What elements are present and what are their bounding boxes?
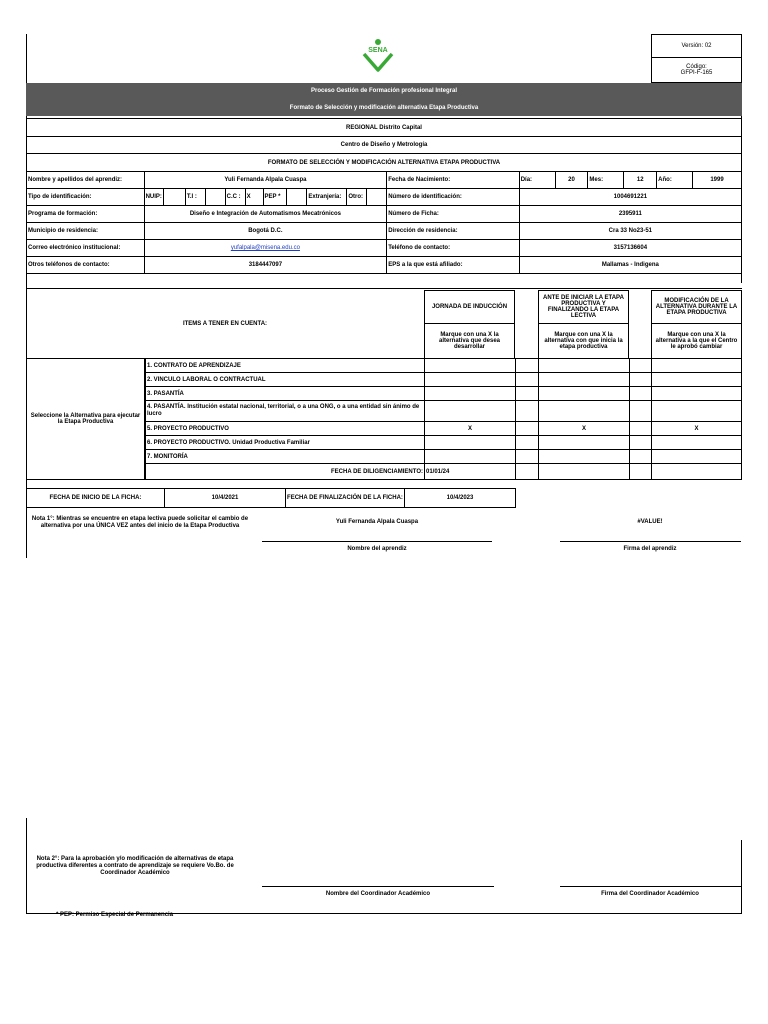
select-alternative-text: Seleccione la Alternativa para ejecutar la Etapa Productiva	[30, 413, 141, 425]
alt-row-1	[145, 358, 742, 373]
alt-row-6-col2[interactable]	[538, 435, 630, 450]
phone-value: 3157136604	[519, 240, 741, 257]
alt-row-6-col1[interactable]	[424, 435, 516, 450]
banner-line1-text: Proceso Gestión de Formación profesional Integral	[310, 88, 458, 94]
regional-text: REGIONAL Distrito Capital	[346, 124, 422, 131]
alt-row-6-gap1	[515, 435, 539, 450]
pep-note: * PEP: Permiso Especial de Permanencia	[56, 912, 174, 918]
year-label: Año:	[657, 172, 693, 189]
nuip-label: NUIP:	[144, 189, 163, 206]
info-table	[26, 171, 742, 274]
apprentice-name-line	[262, 541, 492, 542]
coordinator-name-label: Nombre del Coordinador Académico	[325, 891, 431, 897]
note2: Nota 2°: Para la aprobación y/o modificación de alternativas de etapa productiva diferentes a contrato de aprendizaje se requiere Vo.Bo. de Coordinador Académico	[36, 856, 234, 876]
day-value: 20	[555, 172, 588, 189]
address-value: Cra 33 No23-51	[519, 223, 741, 240]
items-label	[26, 290, 424, 358]
col3-sub	[651, 323, 742, 359]
col2-sub-text: Marque con una X la alternativa con que inicia la etapa productiva	[544, 332, 623, 350]
pep-label: PEP *	[263, 189, 287, 206]
alt-row-2-gap2	[629, 372, 652, 387]
end-date-value: 10/4/2023	[404, 488, 516, 508]
centro-row	[26, 137, 742, 154]
alt-row-5-col1[interactable]: X	[424, 421, 516, 436]
alt-row-6-label: 6. PROYECTO PRODUCTIVO. Unidad Productiva Familiar	[145, 435, 425, 450]
svg-text:SENA: SENA	[368, 47, 388, 54]
col2-sub	[538, 323, 629, 359]
alt-row-4-gap1	[515, 400, 539, 422]
diligence-col3	[651, 463, 742, 480]
month-label: Mes:	[588, 172, 624, 189]
alt-row-7-label: 7. MONITORÍA	[145, 449, 425, 464]
other-phones-value: 3184447097	[144, 257, 387, 274]
code-label: Código:	[686, 64, 707, 70]
day-label: Día:	[519, 172, 555, 189]
alt-row-1-gap2	[629, 358, 652, 373]
email-cell	[144, 240, 387, 257]
alt-row-3-col1[interactable]	[424, 386, 516, 401]
col1-sub	[424, 323, 515, 359]
alt-row-3-label: 3. PASANTÍA	[145, 386, 425, 401]
alt-row-2-col1[interactable]	[424, 372, 516, 387]
start-date-label: FECHA DE INICIO DE LA FICHA:	[26, 488, 165, 508]
program-label: Programa de formación:	[27, 206, 145, 223]
alt-row-3-gap1	[515, 386, 539, 401]
banner-line2-text: Formato de Selección y modificación alternativa Etapa Productiva	[289, 104, 479, 111]
apprentice-signature: #VALUE!	[637, 519, 663, 525]
alt-row-5-gap2	[629, 421, 652, 436]
ficha-label: Número de Ficha:	[387, 206, 519, 223]
diligence-col2	[538, 463, 630, 480]
diligence-gap2	[629, 463, 652, 480]
name-label: Nombre y apellidos del aprendiz:	[27, 172, 145, 189]
col2-title	[538, 290, 629, 324]
alt-row-6	[145, 435, 742, 450]
eps-label: EPS a la que está afiliado:	[387, 257, 519, 274]
col3-title-text: MODIFICACIÓN DE LA ALTERNATIVA DURANTE LA ETAPA PRODUCTIVA	[655, 298, 738, 316]
centro-text: Centro de Diseño y Metrología	[340, 142, 428, 148]
alt-row-6-col3[interactable]	[651, 435, 742, 450]
form-title-text: FORMATO DE SELECCIÓN Y MODIFICACIÓN ALTERNATIVA ETAPA PRODUCTIVA	[267, 159, 501, 166]
alt-row-5-col3[interactable]: X	[651, 421, 742, 436]
sena-logo-icon	[360, 38, 396, 72]
alt-row-5	[145, 421, 742, 436]
alt-row-4-gap2	[629, 400, 652, 422]
alt-row-5-gap1	[515, 421, 539, 436]
nuip-value	[163, 189, 185, 206]
note1: Nota 1°: Mientras se encuentre en etapa lectiva puede solicitar el cambio de alternativa por una ÚNICA VEZ antes del inicio de la Etapa Productiva	[31, 516, 249, 529]
municipio-label: Municipio de residencia:	[27, 223, 145, 240]
col1-title-text: JORNADA DE INDUCCIÓN	[431, 304, 508, 310]
alt-row-2	[145, 372, 742, 387]
banner-line2	[26, 99, 742, 116]
alt-row-7-col2[interactable]	[538, 449, 630, 464]
diligence-row	[145, 463, 742, 480]
diligence-label: FECHA DE DILIGENCIAMIENTO:	[145, 463, 425, 480]
col1-sub-text: Marque con una X la alternativa que desea desarrollar	[438, 332, 501, 350]
ext-label: Extranjería:	[307, 189, 347, 206]
col3-title	[651, 290, 742, 324]
cc-label: C.C :	[225, 189, 245, 206]
start-date-value: 10/4/2021	[164, 488, 286, 508]
email-link[interactable]: yufalpala@misena.edu.co	[230, 245, 300, 251]
municipio-value: Bogotá D.C.	[144, 223, 387, 240]
ficha-value: 2395911	[519, 206, 741, 223]
diligence-gap1	[515, 463, 539, 480]
alt-row-5-col2[interactable]: X	[538, 421, 630, 436]
alt-row-6-gap2	[629, 435, 652, 450]
id-type-label: Tipo de identificación:	[27, 189, 145, 206]
col2-title-text: ANTE DE INICIAR LA ETAPA PRODUCTIVA Y FINALIZANDO LA ETAPA LECTIVA	[543, 295, 624, 319]
id-number-label: Número de identificación:	[387, 189, 519, 206]
alt-row-1-col1[interactable]	[424, 358, 516, 373]
code-box	[651, 57, 742, 83]
apprentice-signature-label: Firma del aprendiz	[623, 546, 677, 552]
alt-row-1-gap1	[515, 358, 539, 373]
apprentice-name: Yuli Fernanda Alpala Cuaspa	[335, 519, 419, 525]
alt-row-4	[145, 400, 742, 422]
coordinator-name-line	[262, 886, 494, 887]
name-value: Yuli Fernanda Alpala Cuaspa	[144, 172, 387, 189]
phone-label: Teléfono de contacto:	[387, 240, 519, 257]
alt-row-1-label: 1. CONTRATO DE APRENDIZAJE	[145, 358, 425, 373]
alt-row-7-col3[interactable]	[651, 449, 742, 464]
end-date-label: FECHA DE FINALIZACIÓN DE LA FICHA:	[285, 488, 405, 508]
form-title-row	[26, 154, 742, 171]
alt-row-4-col3[interactable]	[651, 400, 742, 422]
alt-row-7	[145, 449, 742, 464]
alt-row-1-col3[interactable]	[651, 358, 742, 373]
right-frame-bottom	[741, 840, 742, 914]
alt-row-3-col2[interactable]	[538, 386, 630, 401]
coordinator-signature-label: Firma del Coordinador Académico	[601, 891, 699, 897]
banner-line1	[26, 83, 742, 99]
program-value: Diseño e Integración de Automatismos Mecatrónicos	[144, 206, 387, 223]
alt-row-2-label: 2. VINCULO LABORAL O CONTRACTUAL	[145, 372, 425, 387]
alt-row-4-col2[interactable]	[538, 400, 630, 422]
regional-row	[26, 118, 742, 137]
alt-row-7-col1[interactable]	[424, 449, 516, 464]
ti-value	[205, 189, 225, 206]
alt-row-2-col2[interactable]	[538, 372, 630, 387]
coordinator-signature-line	[560, 886, 741, 887]
other-value	[367, 189, 387, 206]
alt-row-2-col3[interactable]	[651, 372, 742, 387]
apprentice-signature-line	[560, 541, 741, 542]
pep-value	[287, 189, 307, 206]
left-frame-bottom	[26, 818, 27, 914]
email-label: Correo electrónico institucional:	[27, 240, 145, 257]
items-label-text: ITEMS A TENER EN CUENTA:	[182, 321, 268, 327]
alt-row-1-col2[interactable]	[538, 358, 630, 373]
alt-row-4-label: 4. PASANTÍA. Institución estatal nacional, territorial, o a una ONG, o a una entidad sin ánimo de lucro	[145, 400, 425, 422]
diligence-value[interactable]: 01/01/24	[424, 463, 516, 480]
apprentice-name-label: Nombre del aprendiz	[347, 546, 407, 552]
year-value: 1999	[693, 172, 742, 189]
other-phones-label: Otros teléfonos de contacto:	[27, 257, 145, 274]
alt-row-7-gap1	[515, 449, 539, 464]
alt-row-4-col1[interactable]	[424, 400, 516, 422]
alt-top-line	[26, 288, 742, 289]
other-label: Otro:	[347, 189, 367, 206]
version-text: Versión: 02	[681, 43, 712, 49]
birth-label: Fecha de Nacimiento:	[387, 172, 519, 189]
code-value: GFPI-F-165	[680, 70, 713, 76]
address-label: Dirección de residencia:	[387, 223, 519, 240]
alt-row-3-col3[interactable]	[651, 386, 742, 401]
sena-logo	[360, 38, 396, 72]
ti-label: T.I :	[185, 189, 205, 206]
col1-title	[424, 290, 515, 324]
alt-row-3-gap2	[629, 386, 652, 401]
cc-value: X	[245, 189, 263, 206]
month-value: 12	[624, 172, 657, 189]
alt-row-5-label: 5. PROYECTO PRODUCTIVO	[145, 421, 425, 436]
version-box	[651, 34, 742, 58]
eps-value: Mallamas - Indigena	[519, 257, 741, 274]
select-alternative-label	[26, 358, 145, 480]
alt-row-7-gap2	[629, 449, 652, 464]
id-number-value: 1004691221	[519, 189, 741, 206]
alt-row-3	[145, 386, 742, 401]
alt-row-2-gap1	[515, 372, 539, 387]
col3-sub-text: Marque con una X la alternativa a la que el Centro le aprobó cambiar	[655, 332, 738, 350]
